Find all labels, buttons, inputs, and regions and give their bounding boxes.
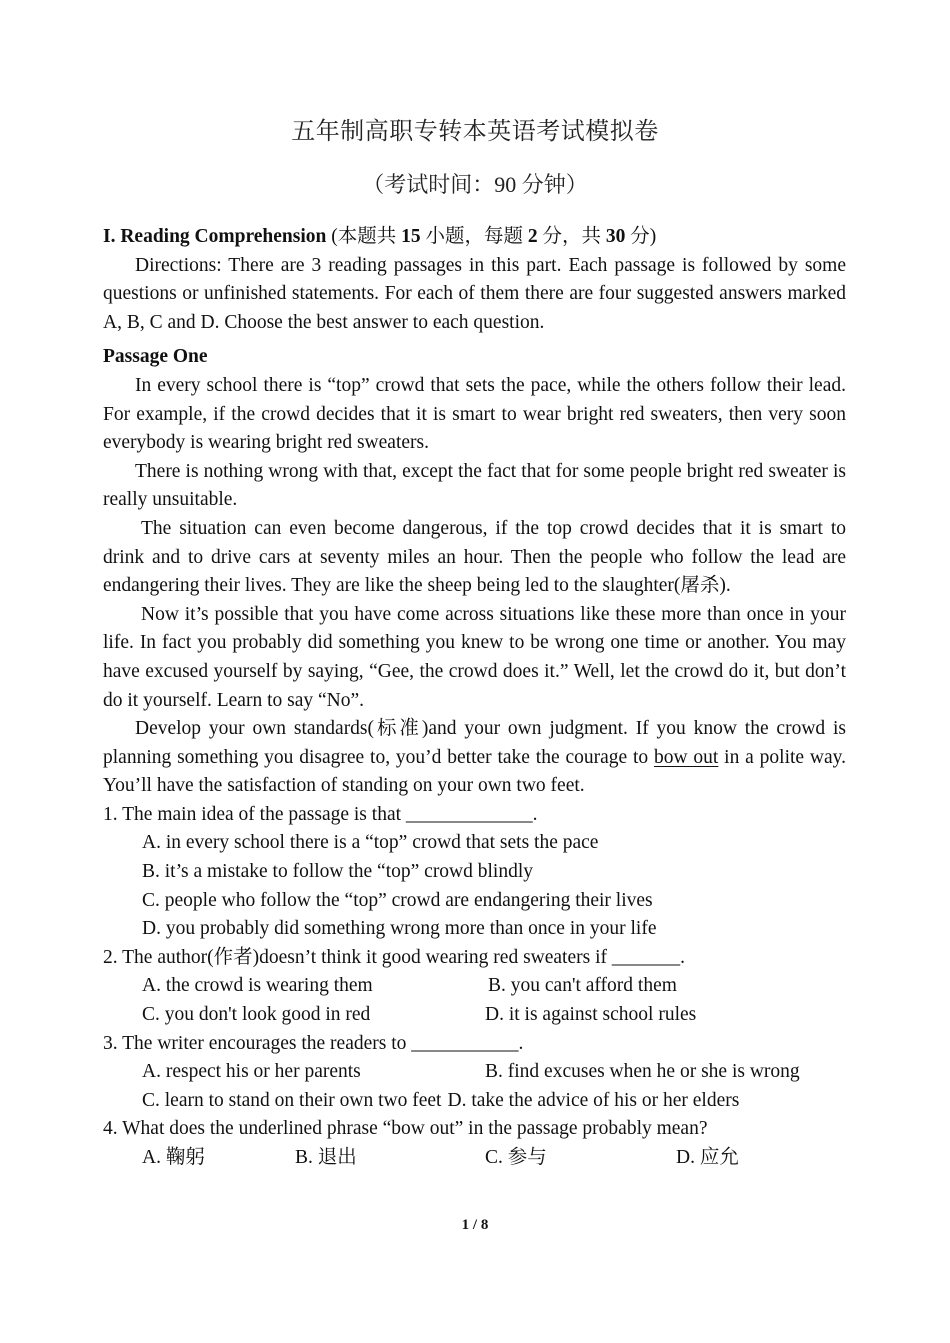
question-count: 15 xyxy=(401,226,421,247)
answer-option: B. find excuses when he or she is wrong xyxy=(485,1061,800,1083)
paragraph-text: in a polite way. You’ll have the satisfaction of standing on your own two feet. xyxy=(103,746,847,797)
exam-content xyxy=(103,223,846,1173)
question-stem: 1. The main idea of the passage is that _____________. xyxy=(103,803,538,825)
answer-option: B. 退出 xyxy=(295,1147,357,1168)
section-heading-cn: (本题共 xyxy=(326,226,402,247)
answer-option: C. people who follow the “top” crowd are endangering their lives xyxy=(142,889,653,911)
passage-paragraph: In every school there is “top” crowd that sets the pace, while the others follow their lead. For example, if the crowd decides that it is smart to wear bright red sweaters, then very soon everybody is wearing bright red sweaters. xyxy=(103,374,846,454)
answer-option-row xyxy=(142,1087,846,1116)
underlined-phrase: bow out xyxy=(654,746,719,768)
answer-option: C. 参与 xyxy=(485,1147,547,1168)
answer-option: A. respect his or her parents xyxy=(142,1061,361,1083)
answer-option: C. learn to stand on their own two feet xyxy=(142,1089,442,1111)
section-heading-cn: 小题，每题 xyxy=(420,226,528,247)
answer-option: B. you can't afford them xyxy=(488,975,677,997)
section-heading-en: I. Reading Comprehension xyxy=(103,226,327,247)
answer-option-row xyxy=(142,1144,846,1173)
answer-option: B. it’s a mistake to follow the “top” crowd blindly xyxy=(142,861,534,883)
passage-paragraph: There is nothing wrong with that, except the fact that for some people bright red sweater is really unsuitable. xyxy=(103,460,846,511)
answer-option-row xyxy=(142,1058,846,1087)
directions: Directions: There are 3 reading passages in this part. Each passage is followed by some questions or unfinished statements. For each of them there are four suggested answers marked A, B, C and D. Choose the best answer to each question. xyxy=(103,254,846,333)
answer-option: A. the crowd is wearing them xyxy=(142,975,373,997)
passage-paragraph: The situation can even become dangerous, if the top crowd decides that it is smart to drink and to drive cars at seventy miles an hour. Then the people who follow the lead are endangering their lives. They are like the sheep being led to the slaughter(屠杀). xyxy=(103,517,846,597)
section-heading-cn: 分，共 xyxy=(537,226,606,247)
points-each: 2 xyxy=(527,226,538,247)
answer-option-row xyxy=(142,972,846,1001)
answer-option: D. 应允 xyxy=(676,1147,739,1168)
passage-paragraph: Now it’s possible that you have come across situations like these more than once in your life. In fact you probably did something you knew to be wrong one time or another. You may have excused yourself by saying, “Gee, the crowd does it.” Well, let the crowd do it, but don’t do it yourself. Learn to say “No”. xyxy=(103,603,846,711)
page-number: 1 / 8 xyxy=(461,1217,489,1233)
passage-title: Passage One xyxy=(103,346,208,368)
section-heading xyxy=(103,223,846,252)
answer-option: D. you probably did something wrong more than once in your life xyxy=(142,918,657,940)
paragraph-text: Develop your own standards(标准)and your own judgment. If you know the crowd is planning something you disagree to, you’d better take the courage to xyxy=(103,718,846,768)
answer-option: C. you don't look good in red xyxy=(142,1004,371,1026)
total-points: 30 xyxy=(605,226,626,247)
passage-paragraph xyxy=(103,715,846,801)
answer-option: A. in every school there is a “top” crowd that sets the pace xyxy=(142,832,599,854)
answer-option: D. take the advice of his or her elders xyxy=(447,1089,740,1111)
exam-title: 五年制高职专转本英语考试模拟卷 xyxy=(291,119,659,145)
question-stem: 2. The author(作者)doesn’t think it good wearing red sweaters if _______. xyxy=(103,946,685,968)
section-heading-cn: 分) xyxy=(625,226,657,247)
answer-option: D. it is against school rules xyxy=(485,1004,697,1026)
question-stem: 3. The writer encourages the readers to ___________. xyxy=(103,1032,524,1054)
answer-option: A. 鞠躬 xyxy=(142,1147,205,1168)
question-stem: 4. What does the underlined phrase “bow out” in the passage probably mean? xyxy=(103,1118,708,1140)
exam-duration: （考试时间：90 分钟） xyxy=(362,172,588,197)
answer-option-row xyxy=(142,1001,846,1030)
